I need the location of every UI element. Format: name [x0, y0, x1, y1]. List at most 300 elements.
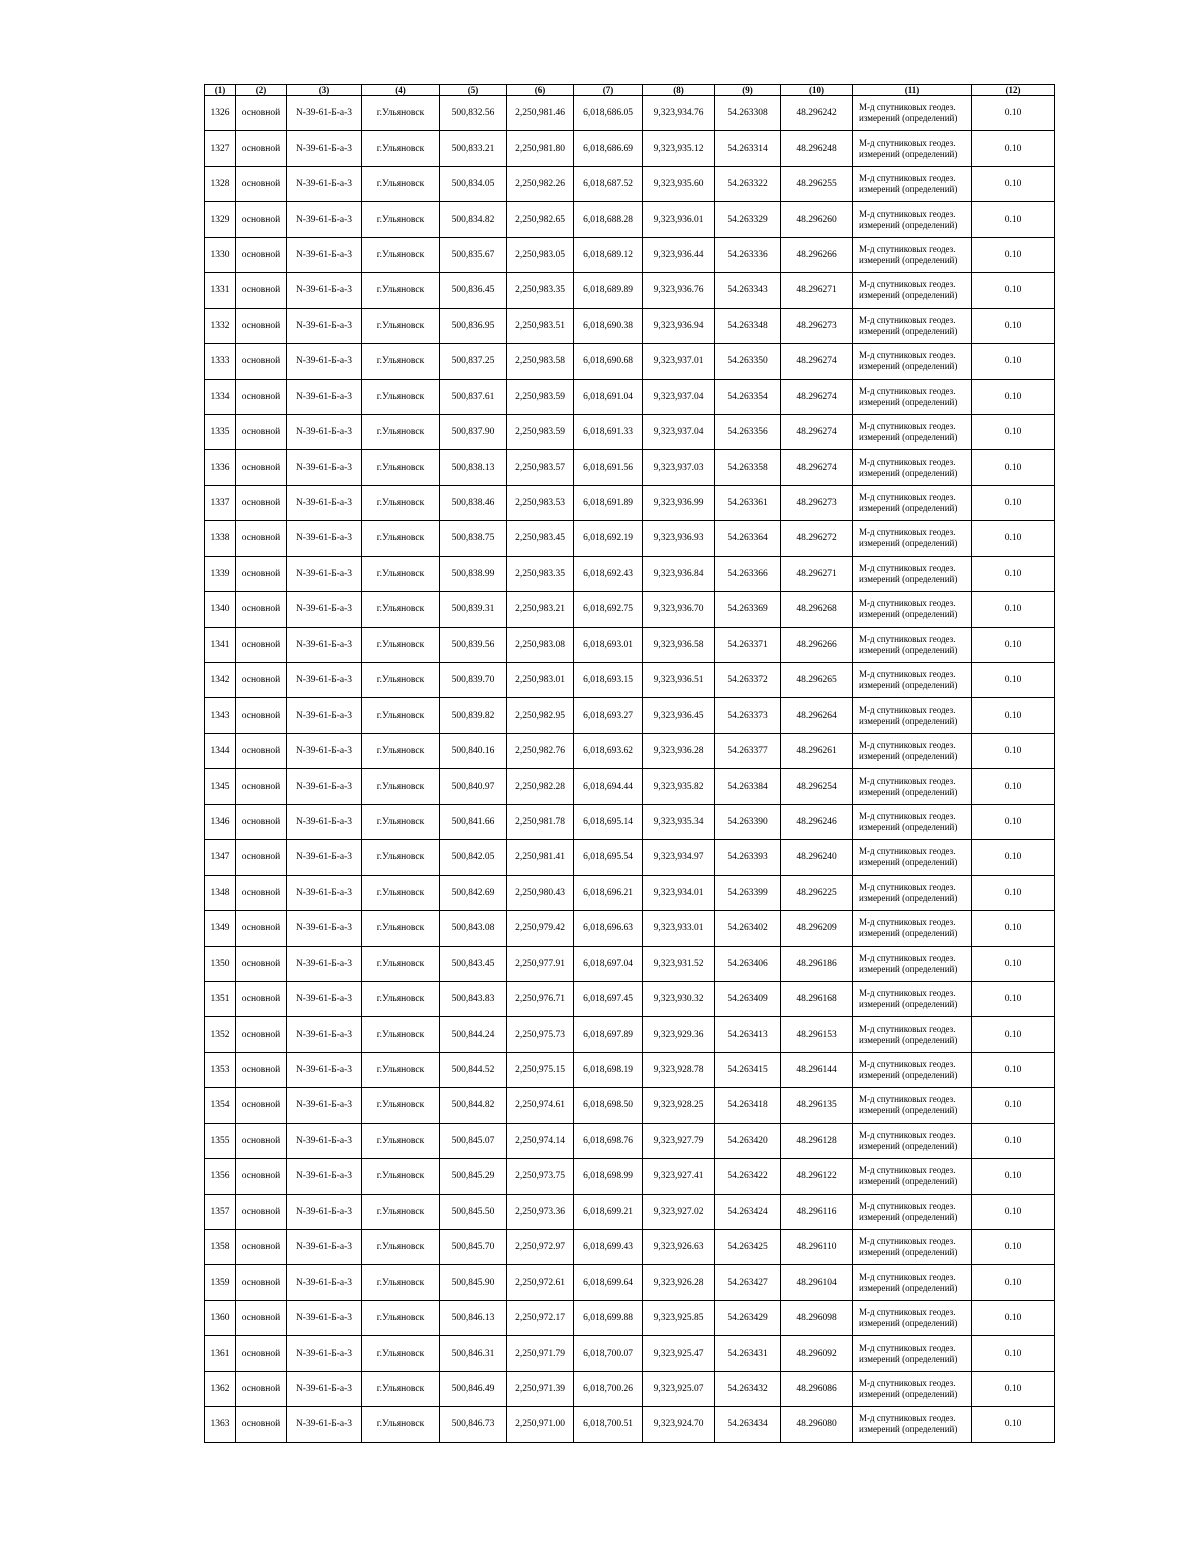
table-row: [205, 308, 1055, 343]
col-header-3: (3): [287, 85, 362, 96]
cell-coord-y: 2,250,976.71: [507, 981, 574, 1016]
cell-point-number: 1342: [205, 663, 236, 698]
cell-longitude: 48.296144: [781, 1052, 853, 1087]
cell-point-type: основной: [236, 131, 287, 166]
cell-map-sheet: N-39-61-Б-а-3: [287, 485, 362, 520]
cell-longitude: 48.296274: [781, 414, 853, 449]
cell-latitude: 54.263371: [715, 627, 781, 662]
cell-map-sheet: N-39-61-Б-а-3: [287, 556, 362, 591]
cell-point-number: 1335: [205, 414, 236, 449]
cell-latitude: 54.263329: [715, 202, 781, 237]
cell-coord-y: 2,250,983.59: [507, 414, 574, 449]
cell-coord-x: 500,844.82: [440, 1088, 507, 1123]
cell-map-sheet: N-39-61-Б-а-3: [287, 1159, 362, 1194]
cell-accuracy: 0.10: [972, 166, 1055, 201]
col-header-8: (8): [643, 85, 715, 96]
cell-map-sheet: N-39-61-Б-а-3: [287, 1194, 362, 1229]
cell-coord-x: 500,843.45: [440, 946, 507, 981]
cell-accuracy: 0.10: [972, 875, 1055, 910]
cell-longitude: 48.296264: [781, 698, 853, 733]
cell-longitude: 48.296254: [781, 769, 853, 804]
cell-locality: г.Ульяновск: [362, 663, 440, 698]
cell-coord-x: 500,837.25: [440, 344, 507, 379]
coordinates-table: [204, 84, 1055, 1443]
cell-coord-y-alt: 9,323,935.60: [643, 166, 715, 201]
cell-point-number: 1333: [205, 344, 236, 379]
cell-latitude: 54.263415: [715, 1052, 781, 1087]
cell-coord-x-alt: 6,018,695.54: [574, 840, 643, 875]
cell-coord-x: 500,841.66: [440, 804, 507, 839]
cell-map-sheet: N-39-61-Б-а-3: [287, 414, 362, 449]
cell-coord-y: 2,250,983.35: [507, 556, 574, 591]
cell-longitude: 48.296271: [781, 273, 853, 308]
cell-point-type: основной: [236, 202, 287, 237]
cell-longitude: 48.296274: [781, 450, 853, 485]
cell-coord-x: 500,838.99: [440, 556, 507, 591]
cell-coord-x-alt: 6,018,698.50: [574, 1088, 643, 1123]
cell-coord-y-alt: 9,323,933.01: [643, 911, 715, 946]
cell-method: М-д спутниковых геодез. измерений (определений): [853, 663, 972, 698]
cell-coord-y-alt: 9,323,937.03: [643, 450, 715, 485]
table-row: [205, 911, 1055, 946]
cell-coord-x-alt: 6,018,699.21: [574, 1194, 643, 1229]
cell-accuracy: 0.10: [972, 627, 1055, 662]
cell-method: М-д спутниковых геодез. измерений (определений): [853, 1300, 972, 1335]
col-header-1: (1): [205, 85, 236, 96]
table-row: [205, 202, 1055, 237]
cell-accuracy: 0.10: [972, 237, 1055, 272]
cell-map-sheet: N-39-61-Б-а-3: [287, 344, 362, 379]
cell-map-sheet: N-39-61-Б-а-3: [287, 1052, 362, 1087]
col-header-9: (9): [715, 85, 781, 96]
cell-point-type: основной: [236, 1265, 287, 1300]
cell-coord-y-alt: 9,323,931.52: [643, 946, 715, 981]
cell-method: М-д спутниковых геодез. измерений (определений): [853, 1052, 972, 1087]
cell-accuracy: 0.10: [972, 1230, 1055, 1265]
cell-coord-x: 500,832.56: [440, 96, 507, 131]
cell-locality: г.Ульяновск: [362, 202, 440, 237]
cell-coord-y-alt: 9,323,934.01: [643, 875, 715, 910]
cell-coord-x-alt: 6,018,696.21: [574, 875, 643, 910]
cell-coord-x: 500,839.82: [440, 698, 507, 733]
cell-longitude: 48.296104: [781, 1265, 853, 1300]
cell-accuracy: 0.10: [972, 1159, 1055, 1194]
cell-coord-y: 2,250,979.42: [507, 911, 574, 946]
cell-coord-y-alt: 9,323,925.47: [643, 1336, 715, 1371]
cell-longitude: 48.296086: [781, 1371, 853, 1406]
cell-coord-y: 2,250,983.53: [507, 485, 574, 520]
cell-locality: г.Ульяновск: [362, 1088, 440, 1123]
cell-coord-y-alt: 9,323,926.63: [643, 1230, 715, 1265]
table-row: [205, 96, 1055, 131]
cell-method: М-д спутниковых геодез. измерений (определений): [853, 521, 972, 556]
table-row: [205, 414, 1055, 449]
cell-locality: г.Ульяновск: [362, 485, 440, 520]
cell-coord-y: 2,250,983.59: [507, 379, 574, 414]
cell-method: М-д спутниковых геодез. измерений (определений): [853, 237, 972, 272]
cell-accuracy: 0.10: [972, 1407, 1055, 1442]
cell-locality: г.Ульяновск: [362, 414, 440, 449]
cell-point-type: основной: [236, 1336, 287, 1371]
cell-point-type: основной: [236, 485, 287, 520]
cell-coord-x-alt: 6,018,695.14: [574, 804, 643, 839]
cell-latitude: 54.263431: [715, 1336, 781, 1371]
cell-coord-x: 500,833.21: [440, 131, 507, 166]
cell-map-sheet: N-39-61-Б-а-3: [287, 769, 362, 804]
cell-coord-y: 2,250,975.73: [507, 1017, 574, 1052]
cell-accuracy: 0.10: [972, 450, 1055, 485]
cell-coord-y: 2,250,982.26: [507, 166, 574, 201]
cell-accuracy: 0.10: [972, 556, 1055, 591]
col-header-12: (12): [972, 85, 1055, 96]
cell-point-type: основной: [236, 166, 287, 201]
cell-accuracy: 0.10: [972, 485, 1055, 520]
cell-point-type: основной: [236, 911, 287, 946]
cell-coord-y: 2,250,971.39: [507, 1371, 574, 1406]
cell-method: М-д спутниковых геодез. измерений (определений): [853, 875, 972, 910]
cell-locality: г.Ульяновск: [362, 1159, 440, 1194]
cell-point-number: 1327: [205, 131, 236, 166]
cell-locality: г.Ульяновск: [362, 344, 440, 379]
cell-coord-y-alt: 9,323,936.84: [643, 556, 715, 591]
cell-latitude: 54.263377: [715, 733, 781, 768]
cell-coord-y: 2,250,981.78: [507, 804, 574, 839]
col-header-7: (7): [574, 85, 643, 96]
cell-latitude: 54.263384: [715, 769, 781, 804]
cell-accuracy: 0.10: [972, 804, 1055, 839]
cell-point-type: основной: [236, 733, 287, 768]
cell-coord-y-alt: 9,323,929.36: [643, 1017, 715, 1052]
cell-coord-y: 2,250,983.57: [507, 450, 574, 485]
col-header-2: (2): [236, 85, 287, 96]
cell-accuracy: 0.10: [972, 344, 1055, 379]
cell-point-number: 1351: [205, 981, 236, 1016]
cell-coord-x: 500,846.31: [440, 1336, 507, 1371]
cell-coord-y: 2,250,972.61: [507, 1265, 574, 1300]
table-row: [205, 663, 1055, 698]
cell-point-type: основной: [236, 769, 287, 804]
cell-point-type: основной: [236, 308, 287, 343]
cell-longitude: 48.296186: [781, 946, 853, 981]
cell-coord-x-alt: 6,018,697.45: [574, 981, 643, 1016]
cell-latitude: 54.263361: [715, 485, 781, 520]
cell-latitude: 54.263322: [715, 166, 781, 201]
cell-point-type: основной: [236, 1017, 287, 1052]
cell-coord-y-alt: 9,323,935.34: [643, 804, 715, 839]
cell-coord-x: 500,844.24: [440, 1017, 507, 1052]
cell-coord-x-alt: 6,018,686.05: [574, 96, 643, 131]
cell-method: М-д спутниковых геодез. измерений (определений): [853, 592, 972, 627]
cell-coord-y-alt: 9,323,936.76: [643, 273, 715, 308]
cell-method: М-д спутниковых геодез. измерений (определений): [853, 308, 972, 343]
cell-map-sheet: N-39-61-Б-а-3: [287, 131, 362, 166]
cell-coord-y: 2,250,983.58: [507, 344, 574, 379]
cell-coord-x-alt: 6,018,699.88: [574, 1300, 643, 1335]
cell-coord-x: 500,845.90: [440, 1265, 507, 1300]
table-row: [205, 1265, 1055, 1300]
cell-locality: г.Ульяновск: [362, 556, 440, 591]
cell-locality: г.Ульяновск: [362, 379, 440, 414]
cell-point-type: основной: [236, 96, 287, 131]
cell-locality: г.Ульяновск: [362, 1194, 440, 1229]
cell-point-type: основной: [236, 450, 287, 485]
cell-coord-y-alt: 9,323,924.70: [643, 1407, 715, 1442]
cell-coord-y: 2,250,980.43: [507, 875, 574, 910]
table-row: [205, 733, 1055, 768]
table-row: [205, 875, 1055, 910]
cell-accuracy: 0.10: [972, 981, 1055, 1016]
cell-latitude: 54.263372: [715, 663, 781, 698]
cell-latitude: 54.263425: [715, 1230, 781, 1265]
cell-latitude: 54.263366: [715, 556, 781, 591]
cell-accuracy: 0.10: [972, 1017, 1055, 1052]
cell-point-number: 1328: [205, 166, 236, 201]
table-row: [205, 1088, 1055, 1123]
cell-point-number: 1337: [205, 485, 236, 520]
cell-point-type: основной: [236, 1052, 287, 1087]
col-header-10: (10): [781, 85, 853, 96]
cell-coord-y-alt: 9,323,936.99: [643, 485, 715, 520]
cell-point-number: 1355: [205, 1123, 236, 1158]
cell-coord-y: 2,250,983.05: [507, 237, 574, 272]
cell-coord-y-alt: 9,323,936.28: [643, 733, 715, 768]
table-row: [205, 1407, 1055, 1442]
cell-method: М-д спутниковых геодез. измерений (определений): [853, 1336, 972, 1371]
cell-point-number: 1343: [205, 698, 236, 733]
cell-coord-x-alt: 6,018,698.76: [574, 1123, 643, 1158]
cell-point-type: основной: [236, 1123, 287, 1158]
cell-locality: г.Ульяновск: [362, 237, 440, 272]
table-row: [205, 521, 1055, 556]
cell-map-sheet: N-39-61-Б-а-3: [287, 237, 362, 272]
cell-coord-x-alt: 6,018,699.64: [574, 1265, 643, 1300]
cell-point-number: 1362: [205, 1371, 236, 1406]
cell-point-type: основной: [236, 273, 287, 308]
cell-coord-x-alt: 6,018,697.04: [574, 946, 643, 981]
cell-point-type: основной: [236, 556, 287, 591]
cell-method: М-д спутниковых геодез. измерений (определений): [853, 840, 972, 875]
cell-longitude: 48.296209: [781, 911, 853, 946]
table-row: [205, 1159, 1055, 1194]
cell-coord-y: 2,250,977.91: [507, 946, 574, 981]
cell-method: М-д спутниковых геодез. измерений (определений): [853, 1265, 972, 1300]
cell-longitude: 48.296274: [781, 344, 853, 379]
cell-map-sheet: N-39-61-Б-а-3: [287, 379, 362, 414]
cell-map-sheet: N-39-61-Б-а-3: [287, 202, 362, 237]
cell-point-type: основной: [236, 1371, 287, 1406]
cell-coord-x: 500,846.73: [440, 1407, 507, 1442]
cell-coord-y-alt: 9,323,928.78: [643, 1052, 715, 1087]
cell-map-sheet: N-39-61-Б-а-3: [287, 840, 362, 875]
cell-point-type: основной: [236, 379, 287, 414]
cell-accuracy: 0.10: [972, 1300, 1055, 1335]
cell-point-type: основной: [236, 1230, 287, 1265]
cell-longitude: 48.296273: [781, 308, 853, 343]
table-row: [205, 166, 1055, 201]
cell-locality: г.Ульяновск: [362, 911, 440, 946]
cell-accuracy: 0.10: [972, 273, 1055, 308]
cell-point-type: основной: [236, 1159, 287, 1194]
cell-accuracy: 0.10: [972, 521, 1055, 556]
cell-coord-y-alt: 9,323,937.04: [643, 379, 715, 414]
cell-coord-x: 500,837.90: [440, 414, 507, 449]
table-row: [205, 1194, 1055, 1229]
cell-coord-y: 2,250,972.97: [507, 1230, 574, 1265]
cell-coord-x-alt: 6,018,698.99: [574, 1159, 643, 1194]
cell-coord-x: 500,845.29: [440, 1159, 507, 1194]
cell-coord-y-alt: 9,323,936.01: [643, 202, 715, 237]
cell-locality: г.Ульяновск: [362, 521, 440, 556]
cell-point-number: 1339: [205, 556, 236, 591]
cell-latitude: 54.263308: [715, 96, 781, 131]
table-row: [205, 1300, 1055, 1335]
cell-accuracy: 0.10: [972, 131, 1055, 166]
cell-coord-x: 500,834.82: [440, 202, 507, 237]
table-row: [205, 804, 1055, 839]
cell-accuracy: 0.10: [972, 1088, 1055, 1123]
cell-coord-x-alt: 6,018,692.19: [574, 521, 643, 556]
cell-map-sheet: N-39-61-Б-а-3: [287, 1230, 362, 1265]
cell-locality: г.Ульяновск: [362, 698, 440, 733]
cell-point-number: 1354: [205, 1088, 236, 1123]
cell-coord-x-alt: 6,018,693.27: [574, 698, 643, 733]
cell-locality: г.Ульяновск: [362, 450, 440, 485]
cell-latitude: 54.263418: [715, 1088, 781, 1123]
cell-coord-y-alt: 9,323,936.70: [643, 592, 715, 627]
cell-map-sheet: N-39-61-Б-а-3: [287, 804, 362, 839]
cell-coord-x: 500,842.05: [440, 840, 507, 875]
cell-coord-y: 2,250,983.21: [507, 592, 574, 627]
cell-locality: г.Ульяновск: [362, 1017, 440, 1052]
table-row: [205, 769, 1055, 804]
cell-coord-x: 500,836.45: [440, 273, 507, 308]
table-row: [205, 1017, 1055, 1052]
cell-method: М-д спутниковых геодез. измерений (определений): [853, 485, 972, 520]
cell-point-number: 1329: [205, 202, 236, 237]
cell-coord-x-alt: 6,018,700.26: [574, 1371, 643, 1406]
cell-coord-x: 500,837.61: [440, 379, 507, 414]
cell-longitude: 48.296128: [781, 1123, 853, 1158]
cell-coord-x-alt: 6,018,690.68: [574, 344, 643, 379]
cell-map-sheet: N-39-61-Б-а-3: [287, 875, 362, 910]
cell-locality: г.Ульяновск: [362, 166, 440, 201]
table-row: [205, 840, 1055, 875]
cell-coord-y: 2,250,981.41: [507, 840, 574, 875]
cell-longitude: 48.296266: [781, 237, 853, 272]
cell-coord-y: 2,250,971.00: [507, 1407, 574, 1442]
cell-method: М-д спутниковых геодез. измерений (определений): [853, 1194, 972, 1229]
cell-longitude: 48.296248: [781, 131, 853, 166]
cell-locality: г.Ульяновск: [362, 1300, 440, 1335]
cell-coord-x: 500,844.52: [440, 1052, 507, 1087]
cell-coord-y: 2,250,981.46: [507, 96, 574, 131]
cell-point-type: основной: [236, 981, 287, 1016]
cell-method: М-д спутниковых геодез. измерений (определений): [853, 379, 972, 414]
cell-coord-y-alt: 9,323,935.82: [643, 769, 715, 804]
cell-locality: г.Ульяновск: [362, 308, 440, 343]
cell-point-number: 1353: [205, 1052, 236, 1087]
cell-longitude: 48.296225: [781, 875, 853, 910]
cell-coord-y-alt: 9,323,936.93: [643, 521, 715, 556]
cell-longitude: 48.296255: [781, 166, 853, 201]
cell-latitude: 54.263429: [715, 1300, 781, 1335]
cell-method: М-д спутниковых геодез. измерений (определений): [853, 166, 972, 201]
cell-method: М-д спутниковых геодез. измерений (определений): [853, 1230, 972, 1265]
cell-coord-x-alt: 6,018,691.56: [574, 450, 643, 485]
cell-coord-x: 500,846.13: [440, 1300, 507, 1335]
cell-coord-x: 500,840.97: [440, 769, 507, 804]
cell-latitude: 54.263399: [715, 875, 781, 910]
cell-point-number: 1357: [205, 1194, 236, 1229]
cell-method: М-д спутниковых геодез. измерений (определений): [853, 981, 972, 1016]
cell-point-number: 1347: [205, 840, 236, 875]
cell-longitude: 48.296110: [781, 1230, 853, 1265]
cell-coord-x-alt: 6,018,693.15: [574, 663, 643, 698]
cell-longitude: 48.296242: [781, 96, 853, 131]
cell-method: М-д спутниковых геодез. измерений (определений): [853, 344, 972, 379]
cell-latitude: 54.263422: [715, 1159, 781, 1194]
cell-point-type: основной: [236, 344, 287, 379]
cell-locality: г.Ульяновск: [362, 981, 440, 1016]
cell-coord-x: 500,838.46: [440, 485, 507, 520]
col-header-6: (6): [507, 85, 574, 96]
cell-coord-x: 500,846.49: [440, 1371, 507, 1406]
cell-coord-y-alt: 9,323,936.94: [643, 308, 715, 343]
cell-method: М-д спутниковых геодез. измерений (определений): [853, 1407, 972, 1442]
cell-locality: г.Ульяновск: [362, 1052, 440, 1087]
cell-method: М-д спутниковых геодез. измерений (определений): [853, 131, 972, 166]
cell-accuracy: 0.10: [972, 1336, 1055, 1371]
cell-accuracy: 0.10: [972, 1194, 1055, 1229]
cell-map-sheet: N-39-61-Б-а-3: [287, 627, 362, 662]
table-row: [205, 485, 1055, 520]
cell-longitude: 48.296272: [781, 521, 853, 556]
cell-coord-x-alt: 6,018,691.33: [574, 414, 643, 449]
cell-latitude: 54.263354: [715, 379, 781, 414]
cell-point-type: основной: [236, 1088, 287, 1123]
cell-map-sheet: N-39-61-Б-а-3: [287, 733, 362, 768]
cell-point-number: 1346: [205, 804, 236, 839]
cell-coord-y-alt: 9,323,934.76: [643, 96, 715, 131]
cell-longitude: 48.296122: [781, 1159, 853, 1194]
cell-coord-y-alt: 9,323,936.51: [643, 663, 715, 698]
cell-point-number: 1340: [205, 592, 236, 627]
cell-coord-y: 2,250,982.95: [507, 698, 574, 733]
table-row: [205, 698, 1055, 733]
cell-coord-y: 2,250,975.15: [507, 1052, 574, 1087]
table-row: [205, 1123, 1055, 1158]
cell-coord-x: 500,838.75: [440, 521, 507, 556]
cell-point-type: основной: [236, 414, 287, 449]
cell-coord-y: 2,250,971.79: [507, 1336, 574, 1371]
cell-accuracy: 0.10: [972, 1123, 1055, 1158]
cell-coord-x-alt: 6,018,700.51: [574, 1407, 643, 1442]
cell-coord-x: 500,842.69: [440, 875, 507, 910]
cell-locality: г.Ульяновск: [362, 1230, 440, 1265]
cell-coord-y-alt: 9,323,927.79: [643, 1123, 715, 1158]
cell-coord-y: 2,250,982.28: [507, 769, 574, 804]
cell-point-number: 1326: [205, 96, 236, 131]
cell-method: М-д спутниковых геодез. измерений (определений): [853, 556, 972, 591]
cell-coord-x-alt: 6,018,692.43: [574, 556, 643, 591]
cell-locality: г.Ульяновск: [362, 875, 440, 910]
cell-coord-y: 2,250,974.14: [507, 1123, 574, 1158]
cell-point-number: 1352: [205, 1017, 236, 1052]
cell-accuracy: 0.10: [972, 840, 1055, 875]
cell-coord-x: 500,845.50: [440, 1194, 507, 1229]
cell-latitude: 54.263409: [715, 981, 781, 1016]
cell-method: М-д спутниковых геодез. измерений (определений): [853, 698, 972, 733]
